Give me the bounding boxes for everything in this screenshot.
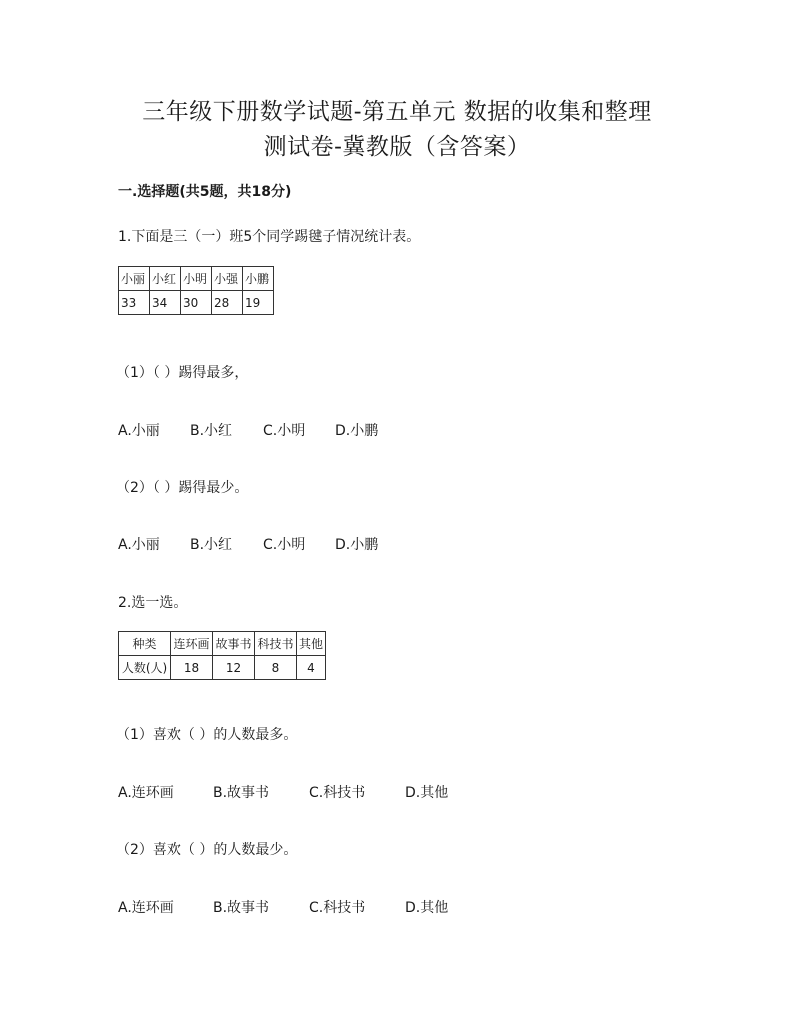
q2-sub1-text: （1）喜欢（ ）的人数最多。 (116, 727, 298, 743)
option-b[interactable]: B.故事书 (213, 785, 270, 801)
table-cell: 种类 (119, 632, 171, 656)
table-cell: 4 (297, 656, 326, 680)
q2-table (118, 631, 326, 680)
table-cell: 科技书 (255, 632, 297, 656)
page-title-line2: 测试卷-冀教版（含答案） (263, 134, 531, 160)
q2-sub1-options (118, 782, 448, 802)
q1-sub1-options (118, 420, 378, 440)
option-d[interactable]: D.其他 (405, 900, 449, 916)
table-cell: 小明 (181, 267, 212, 291)
table-row (119, 267, 274, 291)
table-cell: 18 (171, 656, 213, 680)
option-c[interactable]: C.科技书 (309, 785, 366, 801)
q1-table (118, 266, 274, 315)
table-cell: 28 (212, 291, 243, 315)
option-d[interactable]: D.其他 (405, 785, 449, 801)
table-cell: 33 (119, 291, 150, 315)
option-d[interactable]: D.小鹏 (335, 423, 379, 439)
q2-stem: 2.选一选。 (118, 595, 188, 611)
table-cell: 8 (255, 656, 297, 680)
q2-sub2-text: （2）喜欢（ ）的人数最少。 (116, 842, 298, 858)
table-cell: 人数(人) (119, 656, 171, 680)
table-row (119, 656, 326, 680)
table-row (119, 632, 326, 656)
option-a[interactable]: A.连环画 (118, 900, 174, 916)
option-d[interactable]: D.小鹏 (335, 537, 379, 553)
section-heading: 一.选择题(共5题，共18分) (118, 184, 292, 200)
table-cell: 12 (213, 656, 255, 680)
table-cell: 34 (150, 291, 181, 315)
table-cell: 小丽 (119, 267, 150, 291)
table-cell: 连环画 (171, 632, 213, 656)
table-cell: 小红 (150, 267, 181, 291)
table-cell: 小强 (212, 267, 243, 291)
option-c[interactable]: C.小明 (263, 537, 306, 553)
table-cell: 19 (243, 291, 274, 315)
q1-sub2-options (118, 534, 378, 554)
table-row (119, 291, 274, 315)
q1-sub1-text: （1）（ ）踢得最多， (116, 365, 249, 381)
table-cell: 30 (181, 291, 212, 315)
q2-sub2-options (118, 897, 448, 917)
table-cell: 小鹏 (243, 267, 274, 291)
option-a[interactable]: A.小丽 (118, 537, 160, 553)
table-cell: 其他 (297, 632, 326, 656)
option-a[interactable]: A.连环画 (118, 785, 174, 801)
page-title-line1: 三年级下册数学试题-第五单元 数据的收集和整理 (142, 99, 652, 125)
q1-stem: 1.下面是三（一）班5个同学踢毽子情况统计表。 (118, 229, 421, 245)
table-cell: 故事书 (213, 632, 255, 656)
option-b[interactable]: B.小红 (190, 537, 233, 553)
option-a[interactable]: A.小丽 (118, 423, 160, 439)
option-b[interactable]: B.故事书 (213, 900, 270, 916)
option-c[interactable]: C.小明 (263, 423, 306, 439)
q1-sub2-text: （2）（ ）踢得最少。 (116, 480, 249, 496)
option-b[interactable]: B.小红 (190, 423, 233, 439)
option-c[interactable]: C.科技书 (309, 900, 366, 916)
